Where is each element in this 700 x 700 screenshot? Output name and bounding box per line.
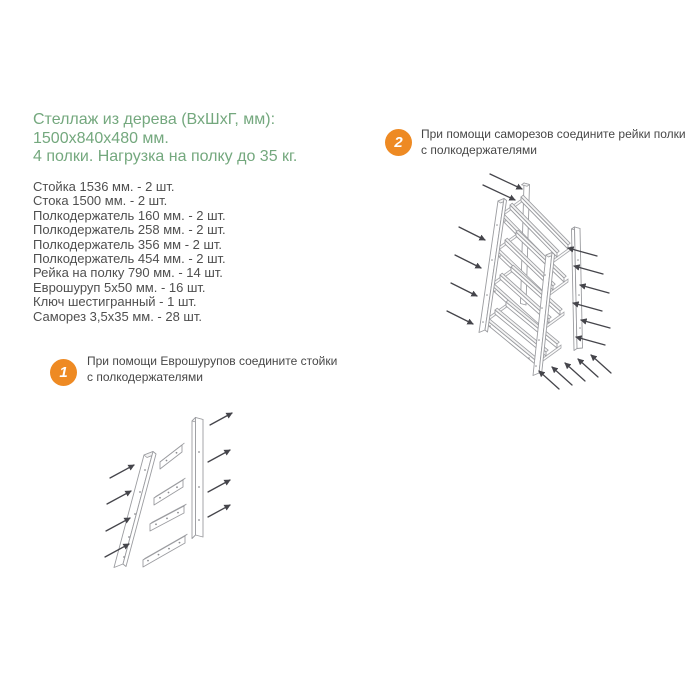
right-vertical-post — [192, 418, 203, 539]
step-2-caption-line2: с полкодержателями — [421, 142, 537, 157]
part-item: Стока 1500 мм. - 2 шт. — [33, 193, 168, 209]
part-item: Ключ шестигранный - 1 шт. — [33, 294, 197, 310]
part-item: Полкодержатель 454 мм. - 2 шт. — [33, 251, 226, 267]
step-1-illustration — [98, 410, 240, 578]
step-1-caption — [87, 354, 367, 385]
step-1-badge — [50, 359, 77, 386]
parts-list — [33, 180, 333, 324]
step-2-caption-line1: При помощи саморезов соедините рейки полки — [421, 127, 686, 141]
shelf-holder-258 — [154, 478, 185, 505]
part-item: Стойка 1536 мм. - 2 шт. — [33, 179, 175, 194]
step-2-caption — [421, 127, 700, 158]
left-slanted-post — [114, 452, 156, 568]
shelf-holder-160 — [160, 443, 184, 469]
part-item: Саморез 3,5х35 мм. - 28 шт. — [33, 308, 202, 324]
shelf-holder-454 — [143, 534, 187, 567]
title-line-1: Стеллаж из дерева (ВхШхГ, мм): — [33, 111, 276, 128]
step-2-illustration — [441, 170, 659, 398]
step-1-caption-line2: с полкодержателями — [87, 369, 203, 384]
step-1-number: 1 — [59, 364, 68, 381]
page-title — [33, 111, 363, 167]
part-item: Полкодержатель 356 мм - 2 шт. — [33, 236, 223, 252]
step-2-badge — [385, 129, 412, 156]
step-1-caption-line1: При помощи Еврошурупов соедините стойки — [87, 354, 338, 368]
step-2-number: 2 — [394, 134, 403, 151]
title-line-2: 1500х840х480 мм. — [33, 129, 169, 147]
part-item: Еврошуруп 5х50 мм. - 16 шт. — [33, 279, 206, 295]
part-item: Полкодержатель 160 мм. - 2 шт. — [33, 207, 226, 223]
shelf-holder-356 — [150, 504, 186, 531]
title-line-3: 4 полки. Нагрузка на полку до 35 кг. — [33, 148, 298, 166]
right-back-post — [572, 227, 583, 351]
part-item: Полкодержатель 258 мм. - 2 шт. — [33, 222, 226, 238]
part-item: Рейка на полку 790 мм. - 14 шт. — [33, 265, 223, 281]
